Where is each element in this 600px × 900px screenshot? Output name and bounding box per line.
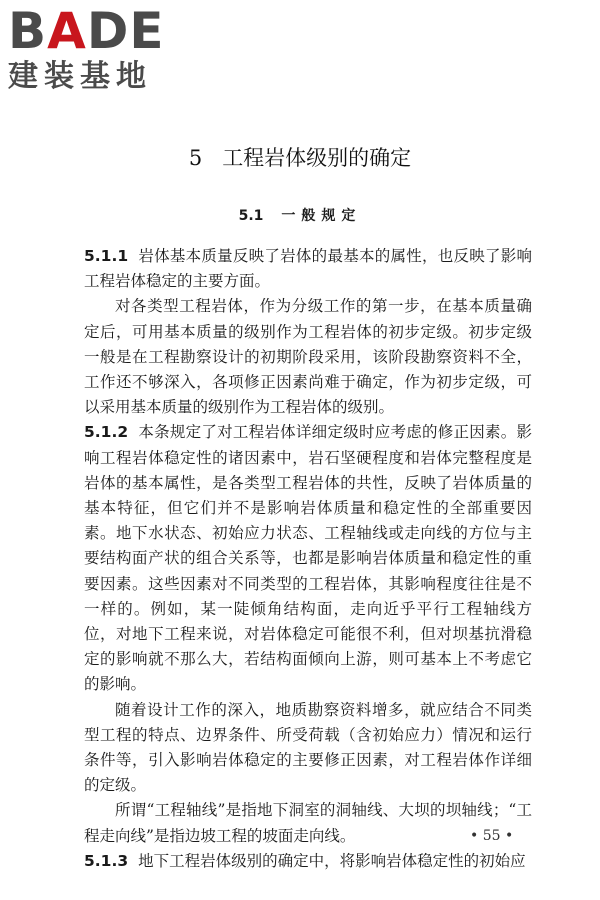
clause-number: 5.1.1 (84, 247, 129, 265)
body-text (84, 244, 532, 874)
chapter-title: 工程岩体级别的确定 (222, 146, 412, 170)
section-number: 5.1 (238, 208, 264, 224)
logo-wordmark: BADE (8, 2, 165, 60)
paragraph: 对各类型工程岩体，作为分级工作的第一步，在基本质量确定后，可用基本质量的级别作为工程岩体的初步定级。初步定级一般是在工程勘察设计的初期阶段采用，该阶段勘察资料不全，工作还不够深入，各项修正因素尚难于确定，作为初步定级，可以采用基本质量的级别作为工程岩体的级别。 (84, 297, 532, 417)
paragraph: 所谓“工程轴线”是指地下洞室的洞轴线、大坝的坝轴线；“工程走向线”是指边坡工程的坡面走向线。 (84, 801, 532, 845)
bade-logo (8, 4, 178, 94)
chapter-number: 5 (188, 146, 203, 170)
paragraph-5-1-3: 5.1.3 地下工程岩体级别的确定中，将影响岩体稳定性的初始应 (84, 851, 526, 870)
page-number: • 55 • (470, 828, 514, 844)
section-heading (0, 205, 600, 225)
clause-number: 5.1.2 (84, 423, 129, 442)
paragraph: 随着设计工作的深入，地质勘察资料增多，就应结合不同类型工程的特点、边界条件、所受荷载（含初始应力）情况和运行条件等，引入影响岩体稳定的主要修正因素，对工程岩体作详细的定级。 (84, 700, 532, 795)
chapter-heading (0, 142, 600, 172)
clause-number: 5.1.3 (84, 851, 129, 870)
paragraph-5-1-1: 5.1.1 岩体基本质量反映了岩体的最基本的属性，也反映了影响工程岩体稳定的主要方面。 (84, 247, 532, 291)
logo-subtitle: 建装基地 (8, 59, 152, 94)
section-title: 一般规定 (281, 208, 362, 224)
paragraph-5-1-2: 5.1.2 本条规定了对工程岩体详细定级时应考虑的修正因素。影响工程岩体稳定性的诸因素中，岩石坚硬程度和岩体完整程度是岩体的基本属性，是各类型工程岩体的共性，反映了岩体质量的基本特征，但它们并不是影响岩体质量和稳定性的全部重要因素。地下水状态、初始应力状态、工程轴线或走向线的方位与主要结构面产状的组合关系等，也都是影响岩体质量和稳定性的重要因素。这些因素对不同类型的工程岩体，其影响程度往往是不一样的。例如，某一陡倾角结构面，走向近乎平行工程轴线方位，对地下工程来说，对岩体稳定可能很不利，但对坝基抗滑稳定的影响就不那么大，若结构面倾向上游，则可基本上不考虑它的影响。 (84, 423, 532, 694)
